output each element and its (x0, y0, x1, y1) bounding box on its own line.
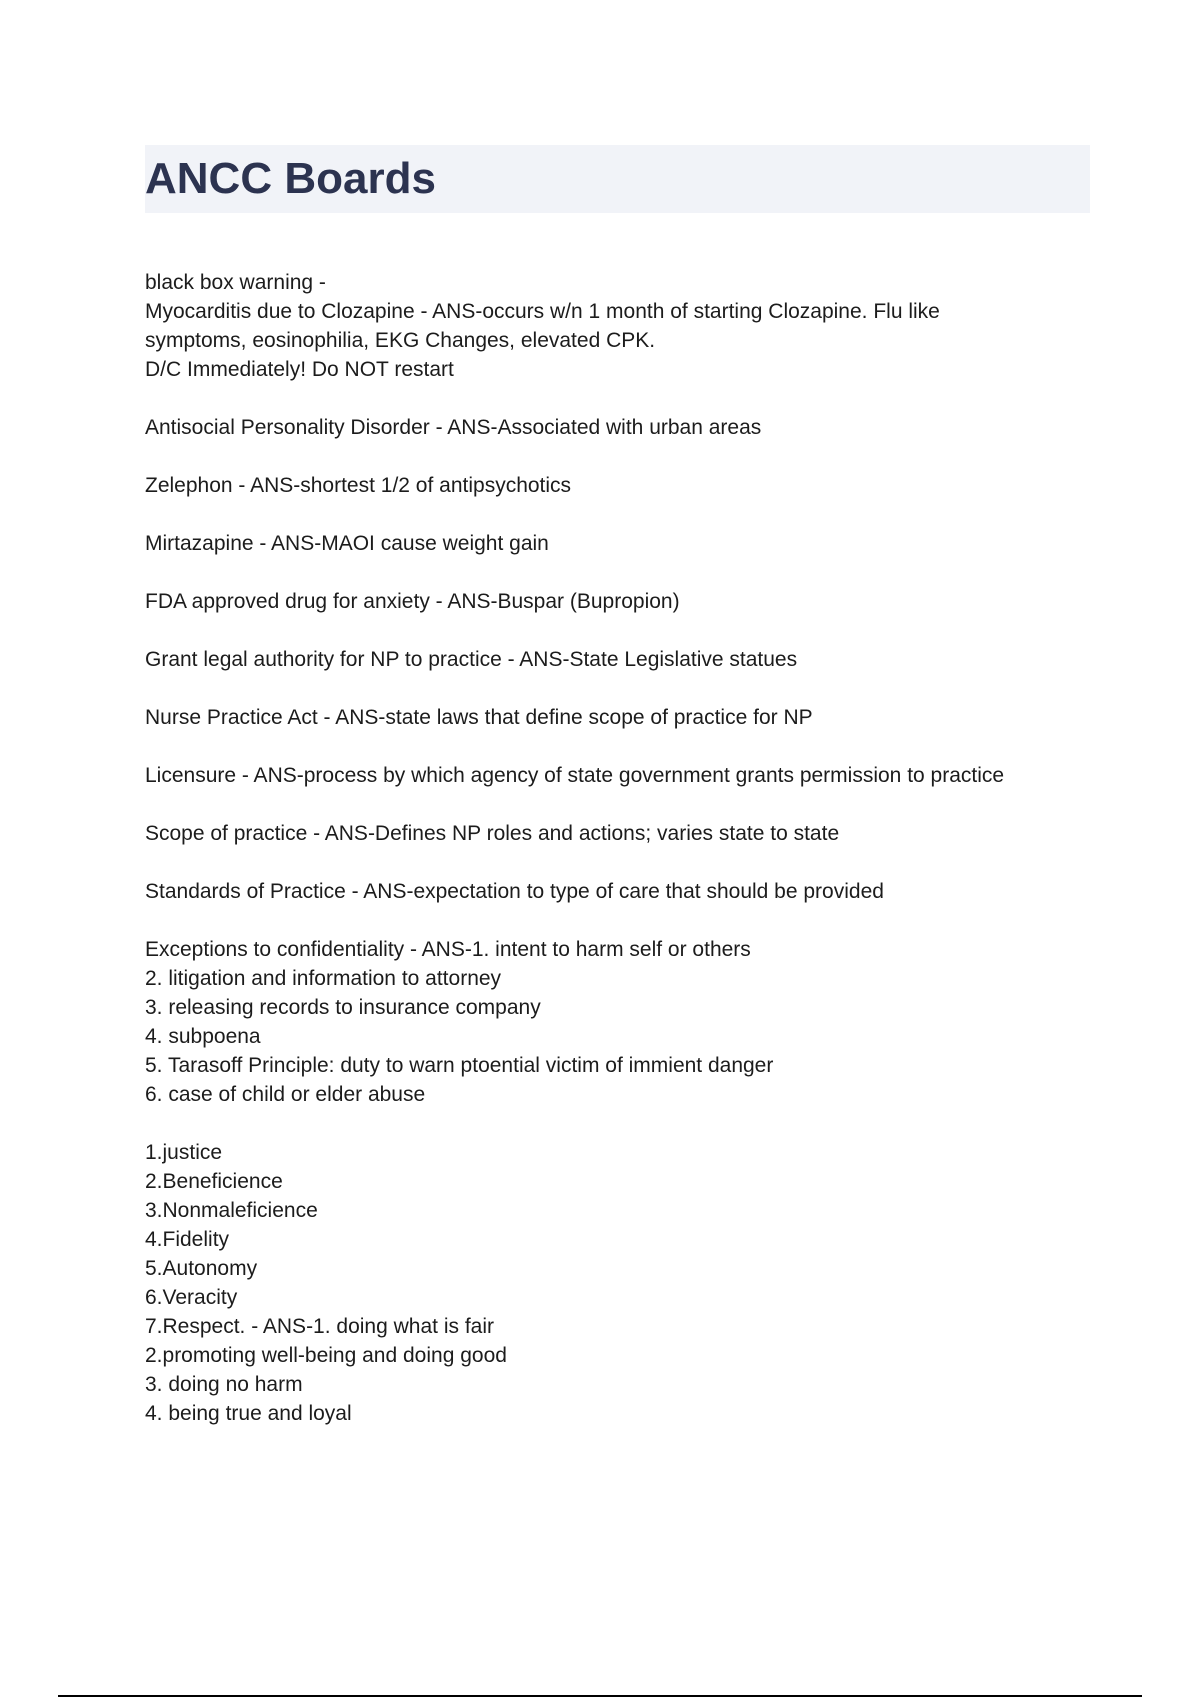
entry-line: 5. Tarasoff Principle: duty to warn ptoential victim of immient danger (145, 1054, 774, 1077)
entry-line: Scope of practice - ANS-Defines NP roles and actions; varies state to state (145, 822, 840, 845)
flashcard-entry (145, 703, 1090, 732)
document-title: ANCC Boards (145, 154, 436, 203)
flashcard-entry (145, 529, 1090, 558)
flashcard-entry (145, 819, 1090, 848)
flashcard-entry (145, 935, 1090, 1109)
flashcard-entry (145, 761, 1090, 790)
flashcard-entry (145, 1138, 1090, 1428)
entry-line: black box warning - (145, 271, 326, 294)
entry-line: 4.Fidelity (145, 1228, 230, 1251)
flashcard-entry (145, 877, 1090, 906)
flashcard-entry (145, 471, 1090, 500)
entry-line: Grant legal authority for NP to practice - ANS-State Legislative statues (145, 648, 798, 671)
entry-line: Mirtazapine - ANS-MAOI cause weight gain (145, 532, 549, 555)
entry-line: 7.Respect. - ANS-1. doing what is fair (145, 1315, 494, 1338)
entry-line: 3. doing no harm (145, 1373, 303, 1396)
entry-line: 3. releasing records to insurance company (145, 996, 541, 1019)
entry-line: Exceptions to confidentiality - ANS-1. intent to harm self or others (145, 938, 751, 961)
entry-line: Antisocial Personality Disorder - ANS-Associated with urban areas (145, 416, 762, 439)
flashcard-entry (145, 268, 1090, 384)
entry-line: 4. being true and loyal (145, 1402, 352, 1425)
flashcard-content (145, 268, 1090, 1457)
entry-line: 1.justice (145, 1141, 223, 1164)
flashcard-entry (145, 587, 1090, 616)
entry-line: 2. litigation and information to attorney (145, 967, 502, 990)
entry-line: 2.Beneficience (145, 1170, 283, 1193)
entry-line: Myocarditis due to Clozapine - ANS-occurs w/n 1 month of starting Clozapine. Flu like (145, 300, 940, 323)
title-band (145, 145, 1090, 213)
flashcard-entry (145, 645, 1090, 674)
entry-line: D/C Immediately! Do NOT restart (145, 358, 454, 381)
flashcard-entry (145, 413, 1090, 442)
entry-line: 4. subpoena (145, 1025, 261, 1048)
entry-line: Standards of Practice - ANS-expectation to type of care that should be provided (145, 880, 884, 903)
entry-line: Nurse Practice Act - ANS-state laws that define scope of practice for NP (145, 706, 813, 729)
entry-line: 6. case of child or elder abuse (145, 1083, 426, 1106)
entry-line: FDA approved drug for anxiety - ANS-Buspar (Bupropion) (145, 590, 680, 613)
entry-line: Zelephon - ANS-shortest 1/2 of antipsychotics (145, 474, 572, 497)
entry-line: 2.promoting well-being and doing good (145, 1344, 507, 1367)
entry-line: symptoms, eosinophilia, EKG Changes, elevated CPK. (145, 329, 656, 352)
entry-line: Licensure - ANS-process by which agency of state government grants permission to practice (145, 764, 1005, 787)
entry-line: 6.Veracity (145, 1286, 238, 1309)
footer-rule (58, 1695, 1142, 1697)
entry-line: 5.Autonomy (145, 1257, 258, 1280)
entry-line: 3.Nonmaleficience (145, 1199, 318, 1222)
